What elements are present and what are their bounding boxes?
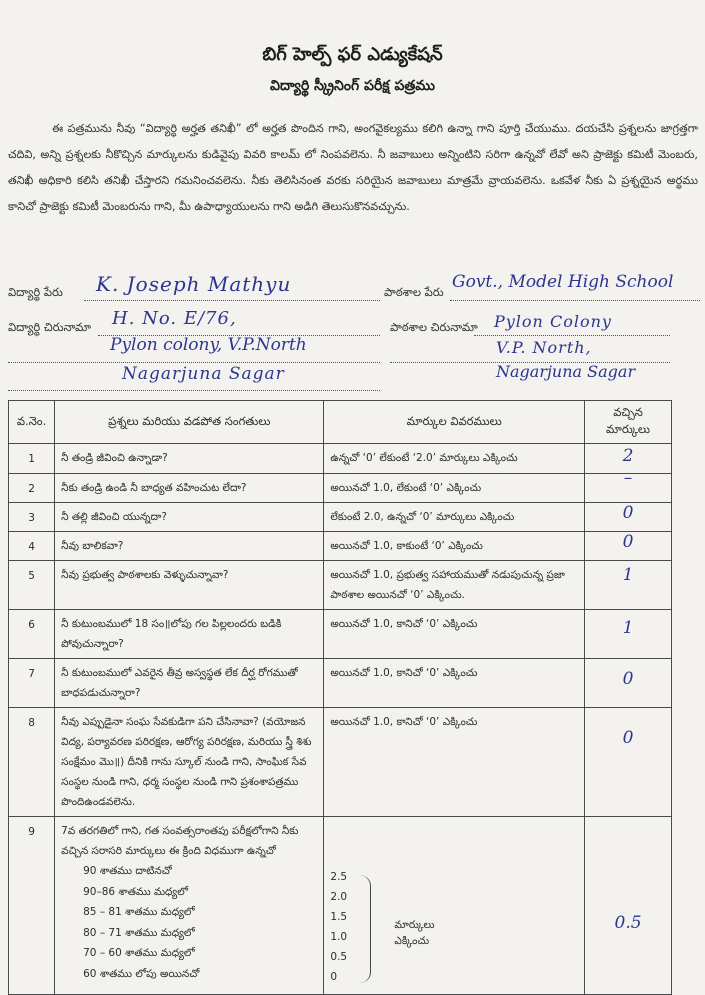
screening-questions-table: [8, 400, 672, 995]
table-row: [9, 708, 672, 817]
score-value: –: [623, 468, 633, 488]
score-cell[interactable]: [585, 561, 672, 610]
instructions-paragraph: ఈ పత్రమును నీవు “విద్యార్థి అర్హత తనిఖీ” లో అర్హత పొందిన గాని, అంగవైకల్యము కలిగి ఉన్నా గాని పూర్తి చేయుము. దయచేసి ప్రశ్నలను జాగ్రత్తగా చదివి, అన్ని ప్రశ్నలకు నీకొచ్చిన మార్కులను కుడివైపు వివరి కాలమ్ లో నింపవలెను. నీ జవాబులు అన్నింటిని సరిగా ఉన్నవో లేవో అని ప్రాజెక్టు కమిటీ మెంబరు, తనిఖీ అధికారి కలిసి తనిఖీ చేస్తారని గమనించవలెను. నీకు తెలిసినంత వరకు సరియైన జవాబులు మాత్రమే వ్రాయవలెను. ఒకవేళ నీకు ఏ ప్రశ్నయైన అర్థము కానిచో ప్రాజెక్టు కమిటీ మెంబరును గాని, మీ ఉపాధ్యాయులను గాని అడిగి తెలుసుకొనవచ్చును.: [8, 122, 698, 213]
marks-values: [330, 867, 347, 987]
grade-option: 70 – 60 శాతము మధ్యలో: [83, 947, 195, 959]
marks-rule: అయినచో 1.0, ప్రభుత్వ సహాయముతో నడుపుచున్న ప్రజా పాఠశాల అయినచో ‘0’ ఎక్కించు.: [324, 561, 585, 610]
row-number: 6: [9, 610, 55, 659]
table-row: [9, 610, 672, 659]
header-serial: వ.నెం.: [9, 401, 55, 444]
school-address-line-1: [474, 335, 670, 336]
table-row: [9, 561, 672, 610]
question-text: నీ తండ్రి జీవించి ఉన్నాడా?: [55, 444, 324, 474]
row-number: 8: [9, 708, 55, 817]
score-value: 2: [622, 446, 634, 466]
marks-value: 0: [330, 971, 338, 983]
marks-value: 1.0: [330, 931, 348, 943]
student-name-value[interactable]: K. Joseph Mathyu: [96, 272, 292, 296]
student-address-line-2: [8, 362, 380, 363]
marks-rule: [324, 817, 585, 995]
grade-option: 80 – 71 శాతము మధ్యలో: [83, 926, 195, 939]
score-cell[interactable]: [585, 610, 672, 659]
marks-rule: అయినచో 1.0, కాకుంటే ‘0’ ఎక్కించు: [324, 532, 585, 561]
student-name-line: [84, 300, 380, 301]
score-cell[interactable]: [585, 532, 672, 561]
school-address-value-1[interactable]: Pylon Colony: [494, 312, 612, 331]
grade-option: 60 శాతము లోపు అయినచో: [83, 967, 200, 980]
marks-rule: అయినచో 1.0, కానిచో ‘0’ ఎక్కించు: [324, 708, 585, 817]
row-number: 7: [9, 659, 55, 708]
student-address-value-1[interactable]: H. No. E/76,: [112, 308, 237, 329]
question-text: నీ తల్లి జీవించి యున్నదా?: [55, 503, 324, 532]
student-address-value-3[interactable]: Nagarjuna Sagar: [122, 364, 285, 384]
grade-option: 85 – 81 శాతము మధ్యలో: [83, 906, 195, 918]
curly-brace-icon: [360, 875, 371, 983]
marks-rule: అయినచో 1.0, కానిచో ‘0’ ఎక్కించు: [324, 610, 585, 659]
student-address-value-2[interactable]: Pylon colony, V.P.North: [110, 335, 307, 355]
grade-option: 90 శాతము దాటినచో: [83, 865, 172, 877]
score-value: 0: [622, 532, 634, 552]
table-row: [9, 503, 672, 532]
row-number: 2: [9, 474, 55, 503]
marks-value: 2.5: [330, 871, 348, 883]
student-address-label: విద్యార్థి చిరునామా: [8, 320, 91, 334]
score-value: 0: [622, 669, 634, 689]
marks-scale: [330, 821, 578, 983]
row-number: 4: [9, 532, 55, 561]
grade-option: 90–86 శాతము మధ్యలో: [83, 885, 189, 898]
question-text: నీ కుటుంబములో ఎవరైన తీవ్ర అస్వస్థత లేక దీర్ఘ రోగముతో బాధపడుచున్నారా?: [55, 659, 324, 708]
score-cell[interactable]: [585, 708, 672, 817]
table-row: [9, 817, 672, 995]
score-cell[interactable]: [585, 659, 672, 708]
question-text: నీవు ఎప్పుడైనా సంఘ సేవకుడిగా పని చేసినావా? (వయోజన విద్య, పర్యావరణ పరిరక్షణ, ఆరోగ్య పరిరక్షణ, మరియు స్త్రీ శిశు సంక్షేమం మొ॥) దీనికి గాను స్కూల్ నుండి గాని, సాంఘిక సేవ సంస్థల నుండి గాని, ధర్మ సంస్థల నుండి గాని ప్రశంశాపత్రము పొందిఉండవలెను.: [55, 708, 324, 817]
question-text: నీ కుటుంబములో 18 సం॥లోపు గల పిల్లలందరు బడికి పోవుచున్నారా?: [55, 610, 324, 659]
question-9-intro: 7వ తరగతిలో గాని, గత సంవత్సరాంతపు పరీక్షలోగాని నీకు వచ్చిన సరాసరి మార్కులు ఈ క్రింది విధముగా ఉన్నచో: [61, 825, 299, 857]
table-row: [9, 659, 672, 708]
table-header-row: [9, 401, 672, 444]
row-number: 9: [9, 817, 55, 995]
marks-rule: ఉన్నచో ‘0’ లేకుంటే ‘2.0’ మార్కులు ఎక్కించు: [324, 444, 585, 474]
table-row: [9, 474, 672, 503]
school-name-value[interactable]: Govt., Model High School: [452, 272, 674, 292]
marks-value: 1.5: [330, 911, 348, 923]
marks-instruction: మార్కులు ఎక్కించు: [394, 919, 435, 947]
header-questions: ప్రశ్నలు మరియు వడపోత సంగతులు: [55, 401, 324, 444]
question-text: [55, 817, 324, 995]
row-number: 1: [9, 444, 55, 474]
table-row: [9, 444, 672, 474]
table-row: [9, 532, 672, 561]
score-value: 0: [622, 503, 634, 523]
question-text: నీవు ప్రభుత్వ పాఠశాలకు వెళ్ళుచున్నావా?: [55, 561, 324, 610]
school-address-value-3[interactable]: Nagarjuna Sagar: [496, 362, 636, 381]
question-text: నీకు తండ్రి ఉండి నీ బాధ్యత వహించుట లేదా?: [55, 474, 324, 503]
row-number: 3: [9, 503, 55, 532]
student-name-label: విద్యార్థి పేరు: [8, 285, 63, 299]
marks-rule: అయినచో 1.0, కానిచో ‘0’ ఎక్కించు: [324, 659, 585, 708]
form-title: బిగ్ హెల్ప్ ఫర్ ఎడ్యుకేషన్: [262, 44, 443, 65]
school-address-value-2[interactable]: V.P. North,: [496, 338, 592, 357]
school-address-label: పాఠశాల చిరునామా: [390, 320, 478, 334]
form-subtitle: విద్యార్థి స్క్రీనింగ్ పరీక్ష పత్రము: [270, 78, 435, 94]
marks-value: 2.0: [330, 891, 348, 903]
student-address-line-3: [8, 390, 380, 391]
score-cell[interactable]: [585, 817, 672, 995]
header-marks-details: మార్కుల వివరములు: [324, 401, 585, 444]
score-value: 0: [622, 728, 634, 748]
marks-rule: అయినచో 1.0, లేకుంటే ‘0’ ఎక్కించు: [324, 474, 585, 503]
score-value: 0.5: [614, 913, 642, 933]
row-number: 5: [9, 561, 55, 610]
score-cell[interactable]: [585, 468, 672, 503]
school-name-label: పాఠశాల పేరు: [384, 285, 444, 299]
school-name-line: [450, 300, 700, 301]
marks-value: 0.5: [330, 951, 348, 963]
score-value: 1: [622, 618, 634, 638]
score-value: 1: [622, 565, 634, 585]
header-marks-obtained: వచ్చిన మార్కులు: [585, 401, 672, 444]
score-cell[interactable]: [585, 503, 672, 532]
question-text: నీవు బాలికవా?: [55, 532, 324, 561]
marks-rule: లేకుంటే 2.0, ఉన్నచో ‘0’ మార్కులు ఎక్కించు: [324, 503, 585, 532]
